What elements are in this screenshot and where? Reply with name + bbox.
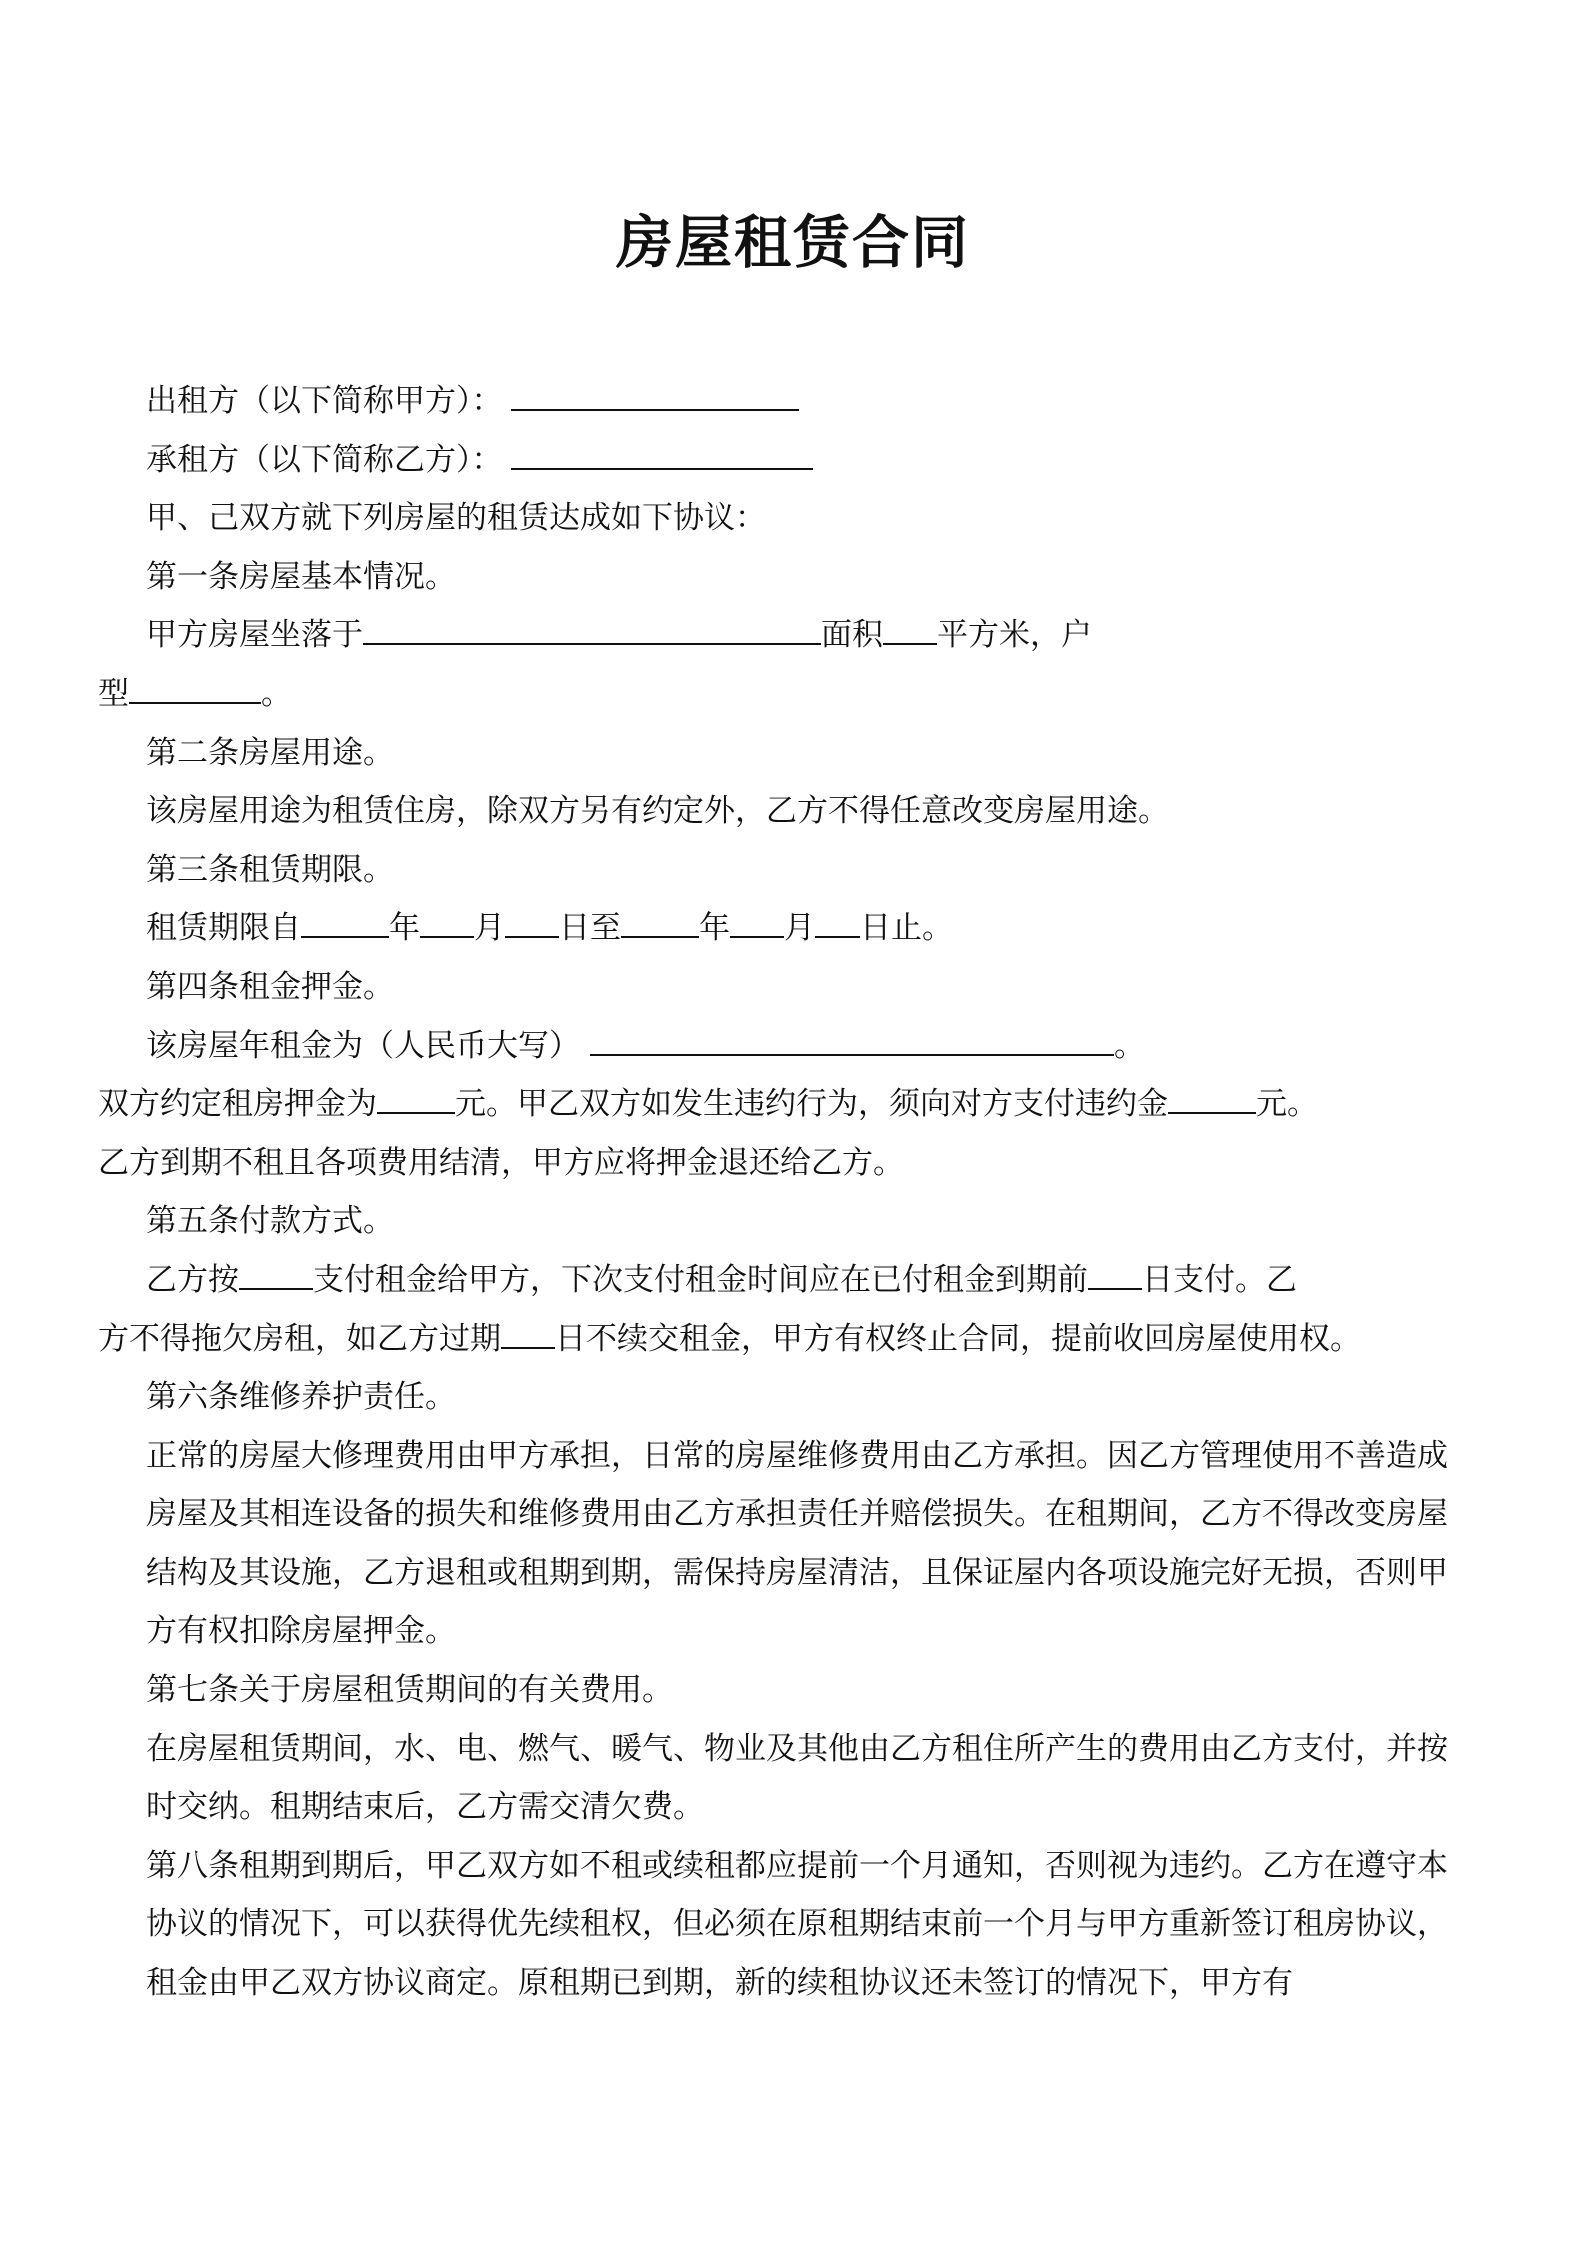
article-1-heading: 第一条房屋基本情况。: [146, 558, 456, 595]
article-1-text-location: 甲方房屋坐落于: [146, 617, 363, 654]
lessor-name-blank[interactable]: [511, 379, 799, 411]
article-3-heading: 第三条租赁期限。: [146, 851, 394, 888]
article-4-line-3: 乙方到期不租且各项费用结清，甲方应将押金退还给乙方。: [98, 1144, 904, 1181]
article-1-line-2: [98, 665, 1446, 724]
property-area-blank[interactable]: [883, 613, 937, 645]
article-1-text-end: 。: [261, 675, 292, 712]
article-2-text: 该房屋用途为租赁住房，除双方另有约定外，乙方不得任意改变房屋用途。: [146, 793, 1169, 830]
payment-time-text: 支付租金给甲方，下次支付租金时间应在已付租金到期前: [313, 1261, 1088, 1298]
article-8-paragraph: 第八条租期到期后，甲乙双方如不租或续租都应提前一个月通知，否则视为违约。乙方在遵守本协议的情况下，可以获得优先续租权，但必须在原租期结束前一个月与甲方重新签订租房协议，租金由甲乙双方协议商定。原租期已到期，新的续租协议还未签订的情况下，甲方有: [146, 1847, 1448, 2002]
contract-body: [98, 372, 1448, 2013]
lease-term-from-text: 租赁期限自: [146, 910, 301, 947]
property-type-blank[interactable]: [129, 672, 261, 704]
start-month-blank[interactable]: [420, 906, 474, 938]
lessor-label: 出租方（以下简称甲方）：: [146, 383, 503, 419]
start-day-label: 日至: [559, 910, 621, 947]
article-7-heading: 第七条关于房屋租赁期间的有关费用。: [146, 1672, 673, 1709]
article-5-heading: 第五条付款方式。: [146, 1203, 394, 1240]
start-day-blank[interactable]: [505, 906, 559, 938]
article-7-paragraph: 在房屋租赁期间，水、电、燃气、暖气、物业及其他由乙方租住所产生的费用由乙方支付，并按时交纳。租期结束后，乙方需交清欠费。: [146, 1730, 1448, 1826]
penalty-end: 元。: [1256, 1086, 1318, 1123]
overdue-days-blank[interactable]: [501, 1317, 555, 1349]
article-6-text: [98, 1427, 1448, 1661]
article-4-heading: 第四条租金押金。: [146, 968, 394, 1005]
article-2-heading: 第二条房屋用途。: [146, 734, 394, 771]
intro-line: 甲、己双方就下列房屋的租赁达成如下协议：: [146, 500, 766, 537]
article-3-line: [146, 899, 1446, 958]
termination-text: 日不续交租金，甲方有权终止合同，提前收回房屋使用权。: [555, 1320, 1361, 1357]
lessee-line: [146, 431, 1446, 490]
article-4-line-2: [98, 1075, 1446, 1134]
payment-days-blank[interactable]: [1088, 1258, 1142, 1290]
end-year-blank[interactable]: [621, 906, 699, 938]
start-year-label: 年: [389, 910, 420, 947]
lessee-name-blank[interactable]: [511, 438, 813, 470]
article-7-text: [98, 1720, 1448, 1837]
deposit-text: 双方约定租房押金为: [98, 1086, 377, 1123]
article-1-text-type: 型: [98, 675, 129, 712]
article-1-text-area: 面积: [821, 617, 883, 654]
contract-title: 房屋租赁合同: [616, 210, 970, 276]
deposit-blank[interactable]: [377, 1082, 455, 1114]
payment-method-blank[interactable]: [239, 1258, 313, 1290]
article-4-line-1: [146, 1017, 1446, 1076]
annual-rent-text: 该房屋年租金为（人民币大写）: [146, 1027, 580, 1064]
payment-days-text: 日支付。乙: [1142, 1261, 1297, 1298]
article-6-paragraph: 正常的房屋大修理费用由甲方承担，日常的房屋维修费用由乙方承担。因乙方管理使用不善造成房屋及其相连设备的损失和维修费用由乙方承担责任并赔偿损失。在租期间，乙方不得改变房屋结构及其设施，乙方退租或租期到期，需保持房屋清洁，且保证屋内各项设施完好无损，否则甲方有权扣除房屋押金。: [146, 1437, 1448, 1650]
lessee-label: 承租方（以下简称乙方）：: [146, 441, 503, 478]
article-5-line-2: [98, 1310, 1446, 1369]
annual-rent-end: 。: [1114, 1027, 1145, 1064]
lessor-line: [146, 372, 1446, 431]
article-1-text-unit: 平方米，户: [937, 617, 1092, 654]
property-location-blank[interactable]: [363, 613, 821, 645]
article-6-heading: 第六条维修养护责任。: [146, 1379, 456, 1416]
annual-rent-blank[interactable]: [590, 1024, 1114, 1056]
penalty-blank[interactable]: [1168, 1082, 1256, 1114]
end-day-blank[interactable]: [815, 906, 860, 938]
end-year-label: 年: [699, 910, 730, 947]
start-year-blank[interactable]: [301, 906, 389, 938]
overdue-text: 方不得拖欠房租，如乙方过期: [98, 1320, 501, 1357]
article-5-line-1: [146, 1251, 1446, 1310]
start-month-label: 月: [474, 910, 505, 947]
payment-method-text: 乙方按: [146, 1261, 239, 1298]
penalty-text: 元。甲乙双方如发生违约行为，须向对方支付违约金: [455, 1086, 1168, 1123]
article-1-line-1: [146, 606, 1446, 665]
end-month-label: 月: [784, 910, 815, 947]
end-month-blank[interactable]: [730, 906, 784, 938]
end-day-label: 日止。: [860, 910, 953, 947]
article-8-text: [98, 1837, 1448, 2013]
